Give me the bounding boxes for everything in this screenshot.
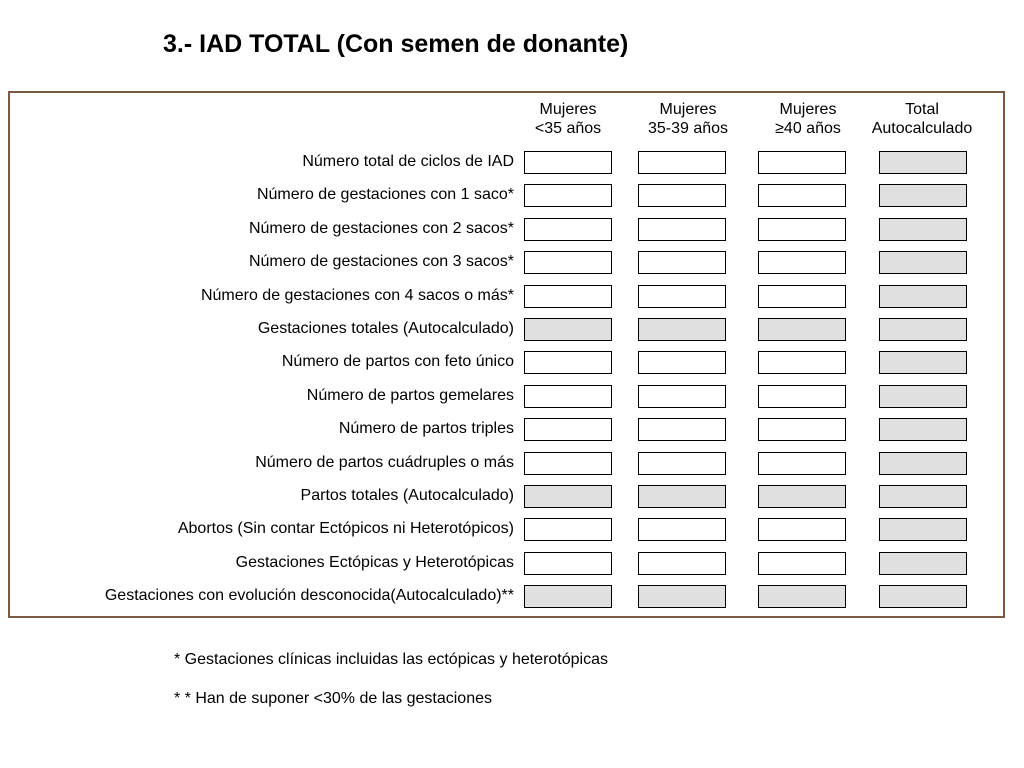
input-cell[interactable] — [638, 351, 726, 374]
column-header-line2: <35 años — [534, 120, 602, 137]
auto-calculated-cell — [879, 552, 967, 575]
auto-calculated-cell — [879, 452, 967, 475]
input-cell[interactable] — [638, 418, 726, 441]
auto-calculated-cell — [638, 585, 726, 608]
input-cell[interactable] — [638, 552, 726, 575]
input-cell[interactable] — [524, 218, 612, 241]
auto-calculated-cell — [758, 485, 846, 508]
input-cell[interactable] — [638, 251, 726, 274]
auto-calculated-cell — [758, 585, 846, 608]
input-cell[interactable] — [524, 418, 612, 441]
row-label: Número de partos triples — [338, 420, 514, 437]
row-label: Número de gestaciones con 1 saco* — [256, 186, 514, 203]
input-cell[interactable] — [524, 351, 612, 374]
row-label: Partos totales (Autocalculado) — [300, 487, 514, 504]
column-header-line1: Total — [905, 101, 939, 118]
row-label: Abortos (Sin contar Ectópicos ni Heterotópicos) — [177, 520, 514, 537]
auto-calculated-cell — [524, 318, 612, 341]
auto-calculated-cell — [638, 485, 726, 508]
input-cell[interactable] — [638, 184, 726, 207]
input-cell[interactable] — [758, 552, 846, 575]
row-label: Número de gestaciones con 3 sacos* — [248, 253, 514, 270]
auto-calculated-cell — [524, 485, 612, 508]
column-header-1 — [503, 100, 633, 138]
input-cell[interactable] — [638, 385, 726, 408]
row-label: Número de partos gemelares — [306, 387, 514, 404]
input-cell[interactable] — [758, 218, 846, 241]
input-cell[interactable] — [524, 151, 612, 174]
input-cell[interactable] — [524, 184, 612, 207]
input-cell[interactable] — [758, 351, 846, 374]
column-header-line2: ≥40 años — [775, 120, 841, 137]
input-cell[interactable] — [758, 385, 846, 408]
auto-calculated-cell — [879, 251, 967, 274]
auto-calculated-cell — [879, 151, 967, 174]
page-title: 3.- IAD TOTAL (Con semen de donante) — [163, 30, 629, 58]
auto-calculated-cell — [879, 218, 967, 241]
input-cell[interactable] — [638, 151, 726, 174]
auto-calculated-cell — [879, 318, 967, 341]
row-label: Número de gestaciones con 2 sacos* — [248, 220, 514, 237]
auto-calculated-cell — [879, 385, 967, 408]
auto-calculated-cell — [879, 184, 967, 207]
input-cell[interactable] — [758, 285, 846, 308]
auto-calculated-cell — [879, 585, 967, 608]
column-header-line2: Autocalculado — [871, 120, 973, 137]
input-cell[interactable] — [758, 251, 846, 274]
auto-calculated-cell — [879, 351, 967, 374]
row-label: Gestaciones con evolución desconocida(Autocalculado)** — [104, 587, 514, 604]
input-cell[interactable] — [638, 452, 726, 475]
footnote-percentage: * * Han de suponer <30% de las gestaciones — [174, 690, 492, 707]
input-cell[interactable] — [638, 285, 726, 308]
column-header-line1: Mujeres — [779, 101, 837, 118]
auto-calculated-cell — [879, 418, 967, 441]
row-label: Gestaciones Ectópicas y Heterotópicas — [235, 554, 514, 571]
input-cell[interactable] — [758, 151, 846, 174]
input-cell[interactable] — [758, 184, 846, 207]
column-header-2 — [623, 100, 753, 138]
column-header-3 — [743, 100, 873, 138]
auto-calculated-cell — [638, 318, 726, 341]
input-cell[interactable] — [524, 552, 612, 575]
input-cell[interactable] — [758, 518, 846, 541]
input-cell[interactable] — [638, 518, 726, 541]
row-label: Número total de ciclos de IAD — [302, 153, 514, 170]
column-header-line2: 35-39 años — [647, 120, 729, 137]
column-header-4 — [857, 100, 987, 138]
auto-calculated-cell — [879, 518, 967, 541]
input-cell[interactable] — [524, 251, 612, 274]
row-label: Número de partos con feto único — [281, 353, 514, 370]
footnote-clinical: * Gestaciones clínicas incluidas las ectópicas y heterotópicas — [174, 651, 608, 668]
input-cell[interactable] — [524, 518, 612, 541]
input-cell[interactable] — [758, 452, 846, 475]
auto-calculated-cell — [758, 318, 846, 341]
auto-calculated-cell — [879, 285, 967, 308]
column-header-line1: Mujeres — [539, 101, 597, 118]
auto-calculated-cell — [524, 585, 612, 608]
row-label: Número de partos cuádruples o más — [255, 454, 514, 471]
column-header-line1: Mujeres — [659, 101, 717, 118]
input-cell[interactable] — [638, 218, 726, 241]
input-cell[interactable] — [524, 385, 612, 408]
auto-calculated-cell — [879, 485, 967, 508]
input-cell[interactable] — [524, 285, 612, 308]
input-cell[interactable] — [758, 418, 846, 441]
row-label: Gestaciones totales (Autocalculado) — [257, 320, 514, 337]
row-label: Número de gestaciones con 4 sacos o más* — [200, 287, 514, 304]
input-cell[interactable] — [524, 452, 612, 475]
